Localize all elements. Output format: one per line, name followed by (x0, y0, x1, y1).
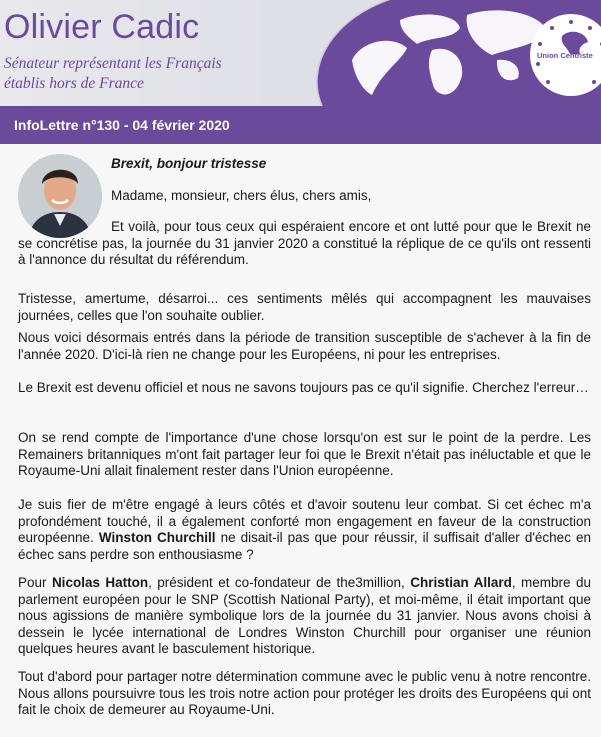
paragraph-3: Nous voici désormais entrés dans la période de transition susceptible de s'achever à la fin de l'année 2020. D'ici-là rien ne change pour les Européens, ni pour les entreprises. (18, 330, 591, 362)
paragraph-4: Le Brexit est devenu officiel et nous ne savons toujours pas ce qu'il signifie. Cherchez l'erreur… (18, 380, 589, 395)
paragraph-6: Je suis fier de m'être engagé à leurs côtés et d'avoir soutenu leur combat. Si cet échec m'a profondément touché, il a également conforté mon engagement en faveur de la construction européenne. Winston Churchill ne disait-il pas que pour réussir, il suffisait d'aller d'échec en échec sans perdre son enthousiasme ? (18, 497, 591, 562)
paragraph-2: Tristesse, amertume, désarroi... ces sentiments mêlés qui accompagnent les mauvaises journées, celles que l'on souhaite oublier. (18, 291, 591, 323)
paragraph-8: Tout d'abord pour partager notre détermination commune avec le public venu à notre rencontre. Nous allons poursuivre tous les trois notre action pour protéger les droits des Européens qui ont fait le choix de demeurer au Royaume-Uni. (18, 669, 591, 717)
paragraph-7: Pour Nicolas Hatton, président et co-fondateur de the3million, Christian Allard, membre du parlement européen pour le SNP (Scottish National Party), et moi-même, il était important que nous agissions de manière symbolique lors de la journée du 31 janvier. Nous avons choisi à dessein le lycée international de Londres Winston Churchill pour organiser une réunion quelques heures avant le basculement historique. (18, 575, 591, 656)
senator-name: Olivier Cadic (4, 8, 200, 46)
paragraph-1: Et voilà, pour tous ceux qui espéraient encore et ont lutté pour que le Brexit ne se concrétise pas, la journée du 31 janvier 2020 a constitué la réplique de ce qu'ils ont ressenti à l'annonce du résultat du référendum. (18, 219, 591, 267)
newsletter-header (0, 0, 601, 106)
senator-subtitle: Sénateur représentant les Français établis hors de France (4, 55, 222, 92)
article-title: Brexit, bonjour tristesse (111, 156, 267, 171)
party-logo-label: Union Centriste (537, 51, 593, 60)
paragraph-5: On se rend compte de l'importance d'une chose lorsqu'on est sur le point de la perdre. Les Remainers britanniques m'ont fait partager leur foi que le Brexit n'était pas inéluctable et que le Royaume-Uni allait finalement rester dans l'Union européenne. (18, 430, 591, 478)
nicolas-hatton-name: Nicolas Hatton (51, 575, 149, 590)
winston-churchill-name: Winston Churchill (98, 530, 216, 545)
issue-title: InfoLettre n°130 - 04 février 2020 (14, 117, 230, 133)
article-greeting: Madame, monsieur, chers élus, chers amis, (111, 188, 372, 203)
christian-allard-name: Christian Allard (410, 575, 512, 590)
